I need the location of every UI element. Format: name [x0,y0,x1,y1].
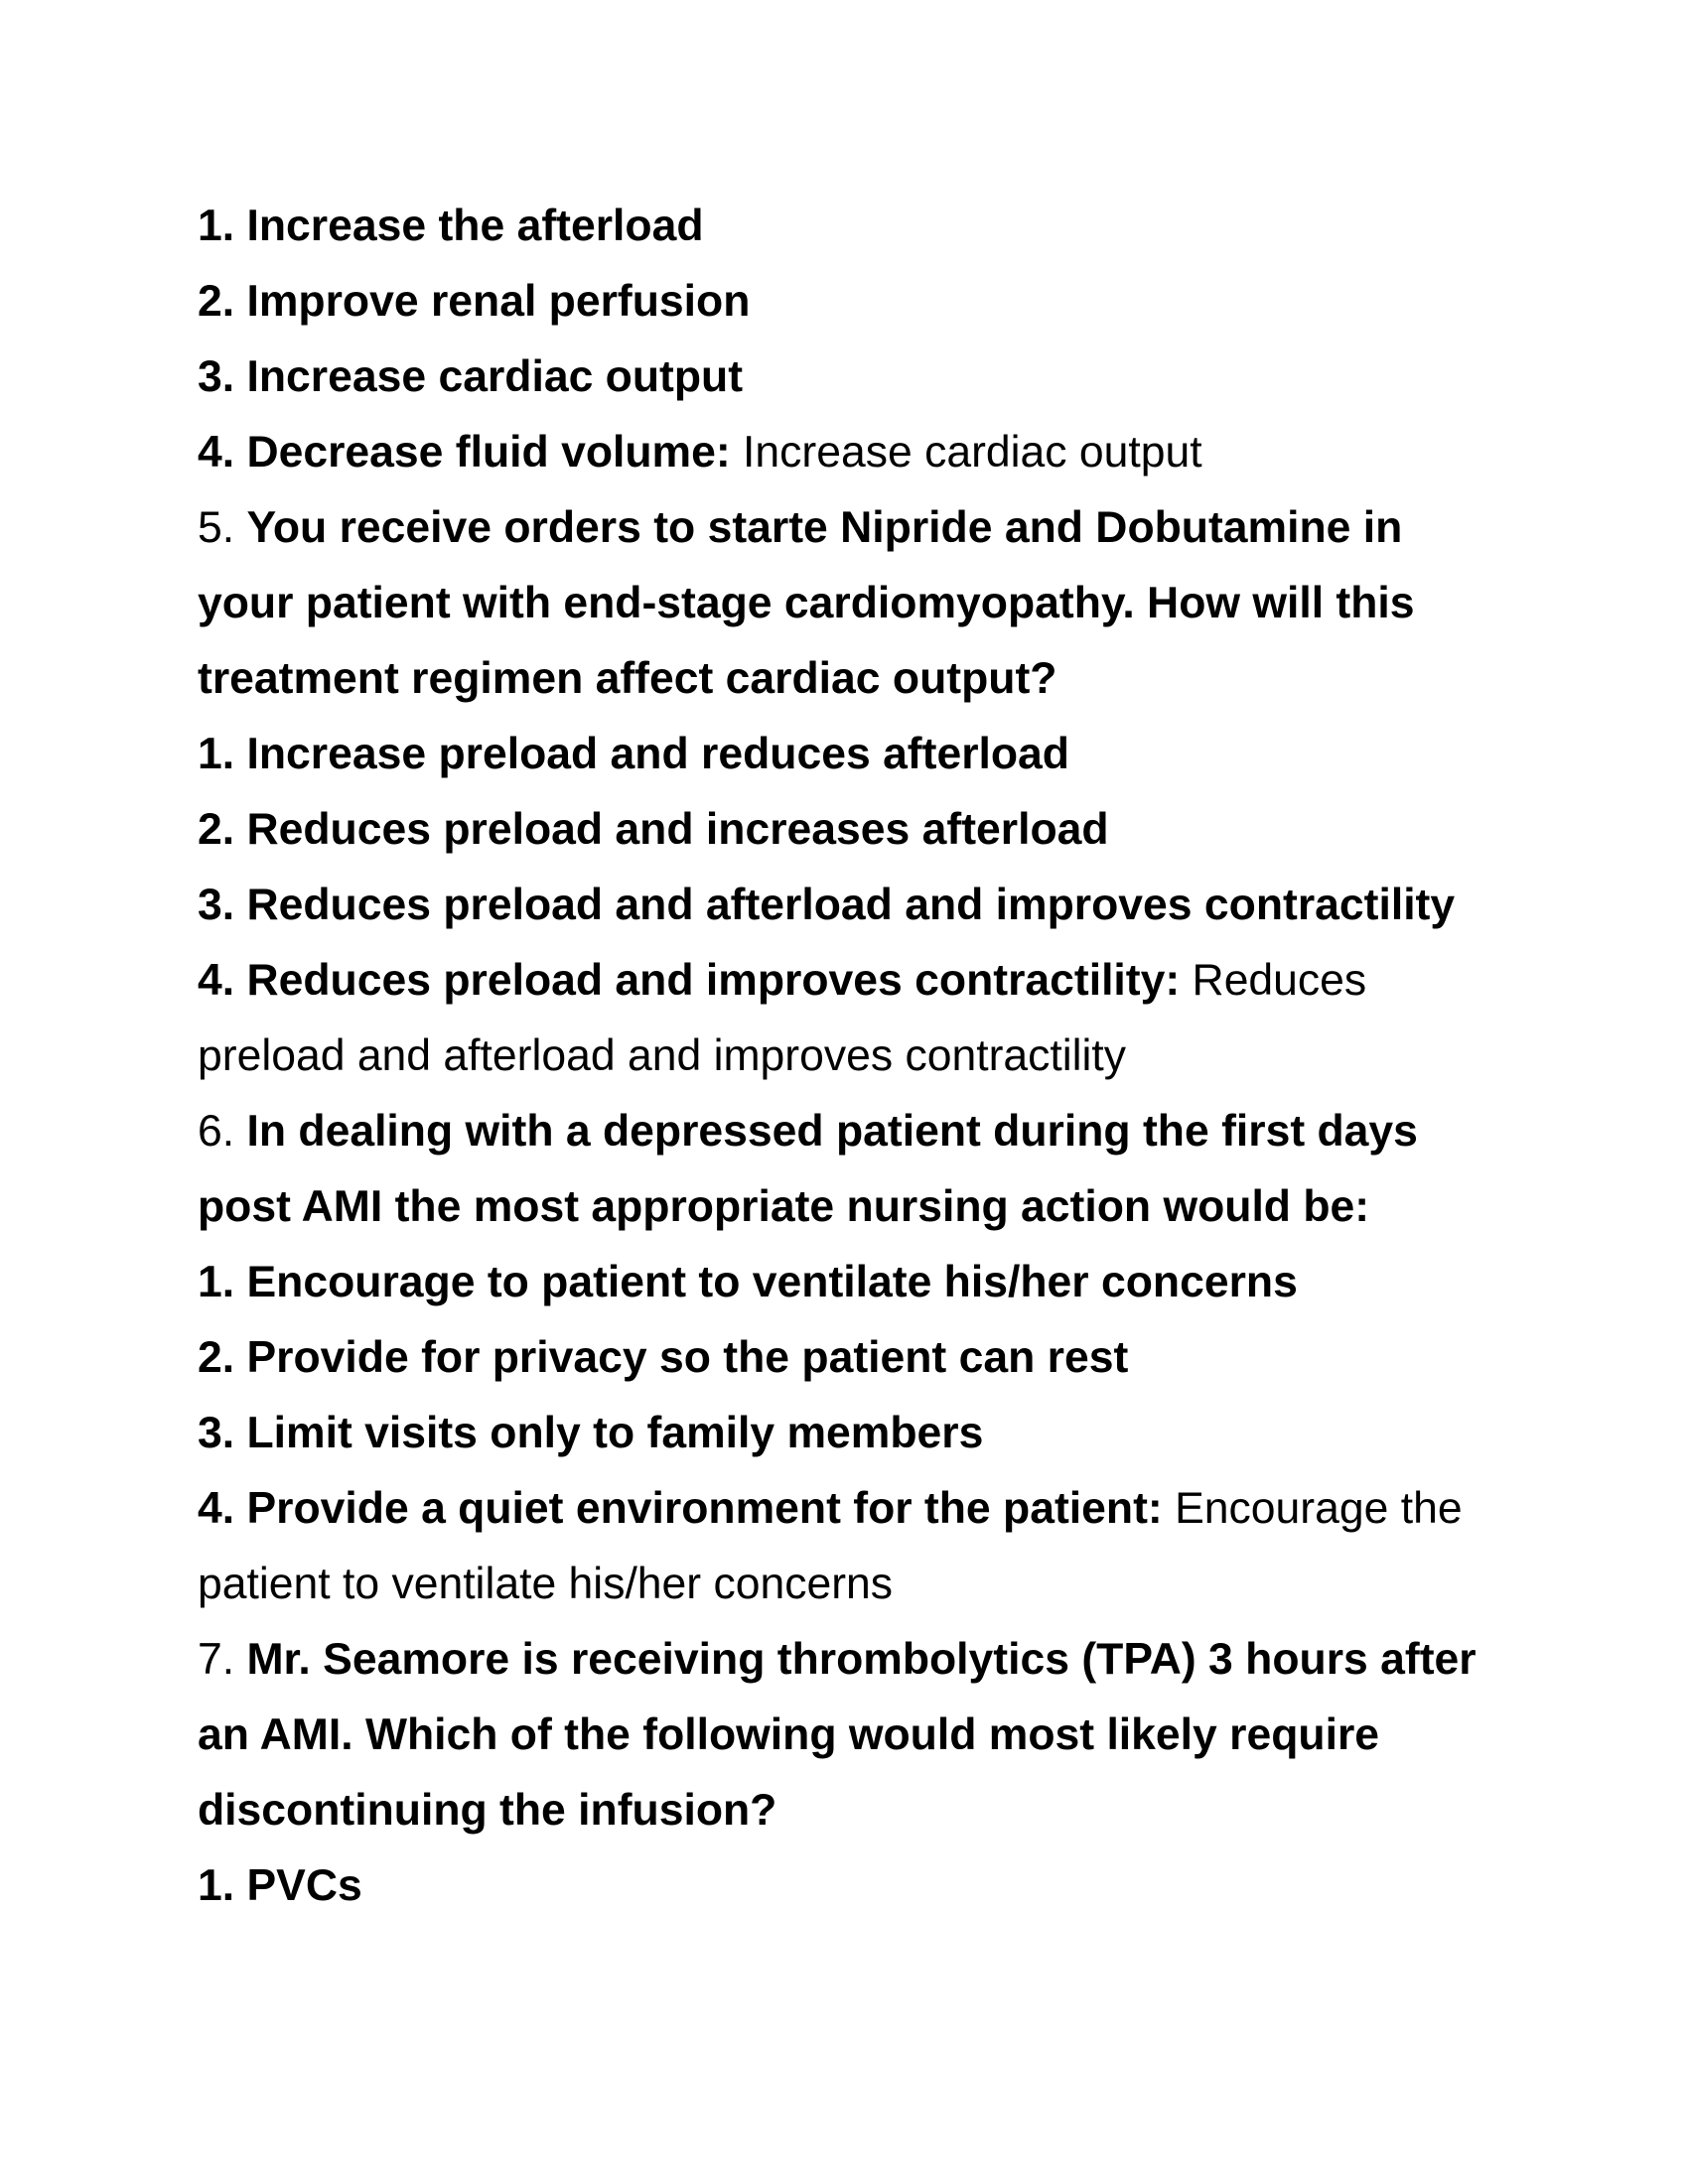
plain-text: patient to ventilate his/her concerns [198,1560,894,1608]
bold-text: Improve renal perfusion [246,277,751,326]
text-line [198,1396,1508,1471]
bold-text: PVCs [246,1861,362,1910]
text-line [198,1169,1508,1245]
text-line [198,340,1508,415]
bold-text: Provide a quiet environment for the patient: [246,1484,1163,1533]
text-line [198,1320,1508,1396]
question-line [198,490,1508,566]
line-number: 4. [198,956,247,1005]
bold-text: In dealing with a depressed patient during the first days [246,1107,1418,1156]
text-line [198,1547,1508,1622]
line-number: 1. [198,202,247,250]
bold-text: Provide for privacy so the patient can rest [246,1333,1129,1382]
line-number: 3. [198,352,247,401]
bold-text: Increase the afterload [246,202,704,250]
text-line [198,1019,1508,1094]
bold-text: Increase cardiac output [246,352,744,401]
line-number: 2. [198,1333,247,1382]
line-number: 3. [198,881,247,929]
bold-text: Reduces preload and increases afterload [246,805,1109,854]
text-line [198,264,1508,340]
bold-text: Reduces preload and afterload and improves contractility [246,881,1456,929]
bold-text: post AMI the most appropriate nursing action would be: [198,1182,1370,1231]
bold-text: treatment regimen affect cardiac output? [198,654,1057,703]
bold-text: discontinuing the infusion? [198,1786,777,1835]
line-number: 1. [198,730,247,778]
bold-text: an AMI. Which of the following would most likely require [198,1710,1380,1759]
line-number: 2. [198,805,247,854]
question-line [198,1622,1508,1698]
text-line [198,792,1508,868]
text-line [198,189,1508,264]
line-number: 2. [198,277,247,326]
text-line [198,641,1508,717]
text-line [198,868,1508,943]
bold-text: Mr. Seamore is receiving thrombolytics (TPA) 3 hours after [246,1635,1477,1684]
bold-text: Decrease fluid volume: [246,428,731,477]
line-number: 4. [198,428,247,477]
text-line [198,1848,1508,1924]
text-line [198,717,1508,792]
text-line [198,943,1508,1019]
plain-text: Encourage the [1162,1484,1463,1533]
question-line [198,1094,1508,1169]
question-number: 5. [198,503,247,552]
line-number: 4. [198,1484,247,1533]
text-line [198,1773,1508,1848]
text-line [198,1245,1508,1320]
bold-text: Reduces preload and improves contractility: [246,956,1181,1005]
question-number: 6. [198,1107,247,1156]
document-body [198,189,1508,1924]
line-number: 1. [198,1861,247,1910]
bold-text: your patient with end-stage cardiomyopathy. How will this [198,579,1415,627]
line-number: 3. [198,1409,247,1457]
bold-text: You receive orders to starte Nipride and Dobutamine in [246,503,1403,552]
text-line [198,1698,1508,1773]
plain-text: Reduces [1180,956,1367,1005]
plain-text: preload and afterload and improves contractility [198,1031,1127,1080]
text-line [198,415,1508,490]
bold-text: Limit visits only to family members [246,1409,984,1457]
text-line [198,566,1508,641]
bold-text: Increase preload and reduces afterload [246,730,1069,778]
plain-text: Increase cardiac output [730,428,1202,477]
question-number: 7. [198,1635,247,1684]
text-line [198,1471,1508,1547]
line-number: 1. [198,1258,247,1306]
bold-text: Encourage to patient to ventilate his/her concerns [246,1258,1298,1306]
